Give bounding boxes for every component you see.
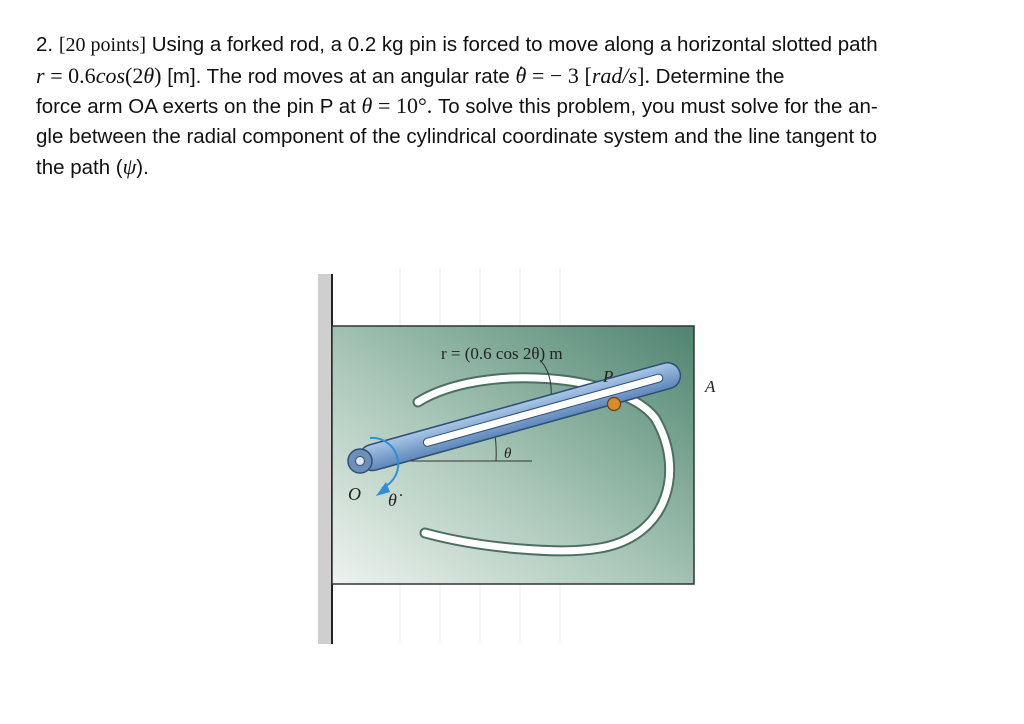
path-arg-close: ) xyxy=(154,62,162,88)
problem-line-2-end: Determine the xyxy=(655,64,785,88)
path-theta: θ xyxy=(143,62,155,88)
label-theta-angle: θ xyxy=(504,446,512,462)
rate-units-close: ]. xyxy=(637,62,650,88)
label-theta-dot: θ̇ xyxy=(388,490,397,510)
wall xyxy=(318,274,332,644)
theta-value: = 10°. xyxy=(378,93,433,118)
mechanism-figure xyxy=(300,268,720,648)
problem-line-5 xyxy=(36,152,996,183)
theta-symbol: θ xyxy=(361,93,373,118)
problem-line-3-a: force arm OA exerts on the pin P at xyxy=(36,95,356,118)
rate-units-open: [ xyxy=(584,62,592,88)
problem-line-2 xyxy=(36,61,996,92)
path-arg-open: (2 xyxy=(125,62,144,88)
path-r-symbol: r xyxy=(36,62,45,88)
problem-line-3 xyxy=(36,91,996,122)
pin-P xyxy=(608,398,621,411)
path-equation-label: r = (0.6 cos 2θ) m xyxy=(441,344,563,363)
label-A: A xyxy=(705,377,716,396)
theta-dot-symbol: θ . xyxy=(516,61,527,92)
label-O: O xyxy=(348,484,361,504)
problem-number: 2. xyxy=(36,33,54,56)
path-cos: cos xyxy=(95,62,126,88)
rate-units: rad/s xyxy=(591,62,638,88)
angular-rate-value: = − 3 xyxy=(532,62,579,88)
problem-line-1-text: Using a forked rod, a 0.2 kg pin is forced to move along a horizontal slotted path xyxy=(151,33,878,56)
problem-statement xyxy=(36,30,996,183)
problem-line-3-b: To solve this problem, you must solve for the an- xyxy=(437,95,878,118)
problem-points: [20 points] xyxy=(58,34,147,56)
problem-line-5-a: the path ( xyxy=(36,156,123,179)
problem-line-5-b: ). xyxy=(136,156,149,179)
label-P: P xyxy=(603,367,614,386)
problem-line-4: gle between the radial component of the cylindrical coordinate system and the line tangent to xyxy=(36,124,878,148)
mechanism-diagram xyxy=(300,268,720,648)
problem-line-1 xyxy=(36,30,996,61)
path-equals: = 0.6 xyxy=(50,62,96,88)
psi-symbol: ψ xyxy=(122,154,137,179)
pivot-pin xyxy=(356,457,365,466)
path-unit-text: [m]. The rod moves at an angular rate xyxy=(167,64,510,88)
